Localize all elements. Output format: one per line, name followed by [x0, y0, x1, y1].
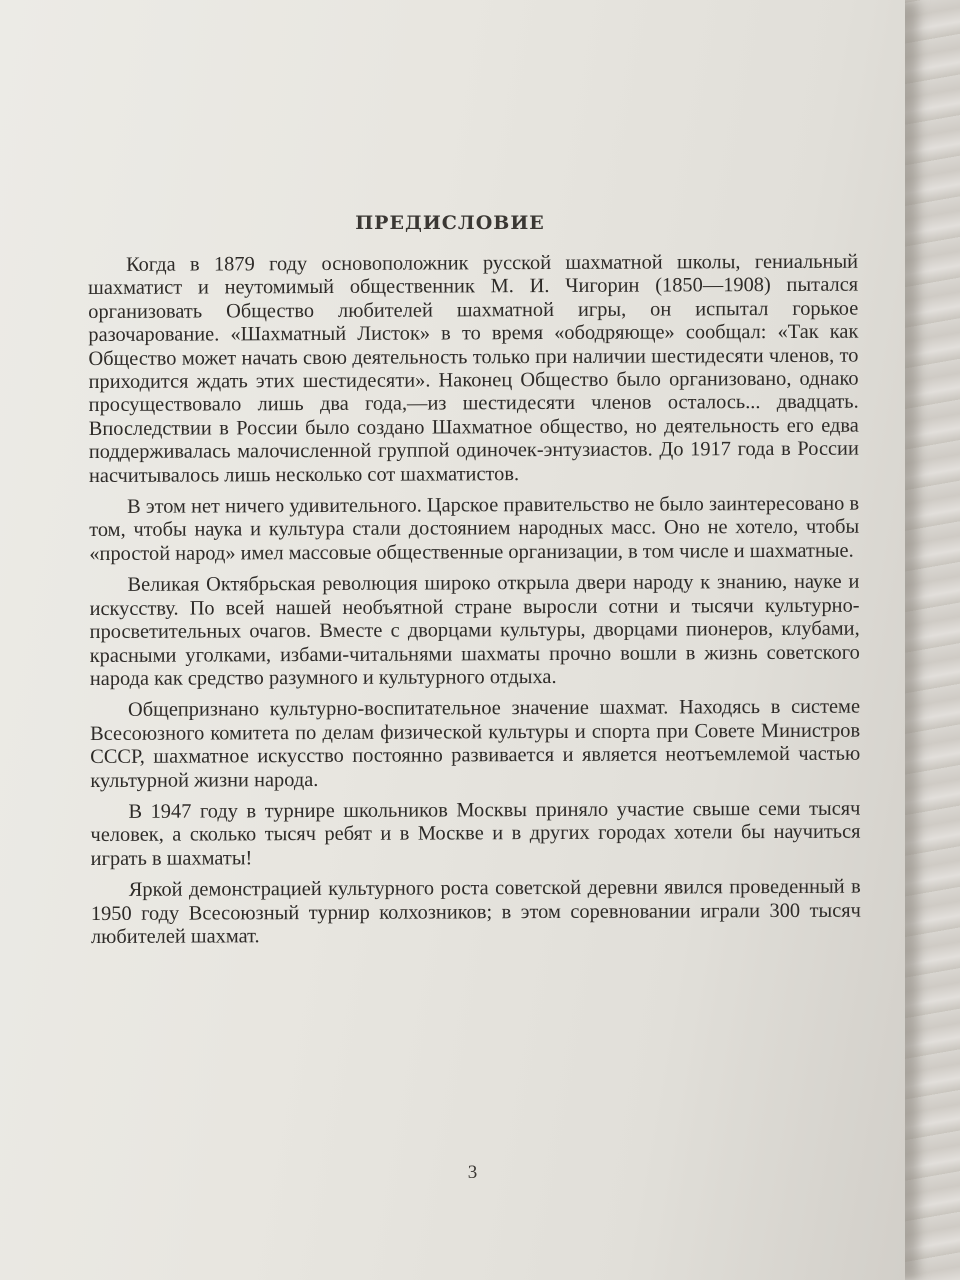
- page-title: ПРЕДИСЛОВИЕ: [355, 212, 545, 234]
- paragraph-2: В этом нет ничего удивительного. Царское правительство не было заинтересовано в том, чтобы наука и культура стали достоянием народных масс. Оно не хотело, чтобы «простой народ» имел массовые общественные организации, в том числе и шахматные.: [89, 492, 860, 565]
- paragraph-4: Общепризнано культурно-воспитательное значение шахмат. Находясь в системе Всесоюзного комитета по делам физической культуры и спорта при Совете Министров СССР, шахматное искусство постоянно развивается и является неотъемлемой частью культурной жизни народа.: [90, 695, 861, 792]
- paragraph-3: Великая Октябрьская революция широко открыла двери народу к знанию, науке и искусству. По всей нашей необъятной стране выросли сотни и тысячи культурно-просветительных очагов. Вместе с дворцами культуры, дворцами пионеров, клубами, красными уголками, избами-читальнями шахматы прочно вошли в жизнь советского народа как средство разумного и культурного отдыха.: [89, 570, 860, 690]
- paragraph-1: Когда в 1879 году основоположник русской шахматной школы, гениальный шахматист и неутомимый общественник М. И. Чигорин (1850—1908) пытался организовать Общество любителей шахматной игры, он испытал горькое разочарование. «Шахматный Листок» в то время «ободряюще» сообщал: «Так как Общество может начать свою деятельность только при наличии шестидесяти членов, то приходится ждать этих шестидесяти». Наконец Общество было организовано, однако просуществовало лишь два года,—из шестидесяти членов осталось... двадцать. Впоследствии в России было создано Шахматное общество, но деятельность его едва поддерживалась малочисленной группой одиночек-энтузиастов. До 1917 года в России насчитывалось лишь несколько сот шахматистов.: [88, 250, 859, 487]
- body-text: [88, 251, 861, 958]
- paragraph-5: В 1947 году в турнире школьников Москвы приняло участие свыше семи тысяч человек, а сколько тысяч ребят и в Москве и в других городах хотели бы научиться играть в шахматы!: [90, 797, 861, 870]
- page-number: 3: [467, 1162, 478, 1183]
- paragraph-6: Яркой демонстрацией культурного роста советской деревни явился проведенный в 1950 году Всесоюзный турнир колхозников; в этом соревновании играли 300 тысяч любителей шахмат.: [90, 875, 861, 948]
